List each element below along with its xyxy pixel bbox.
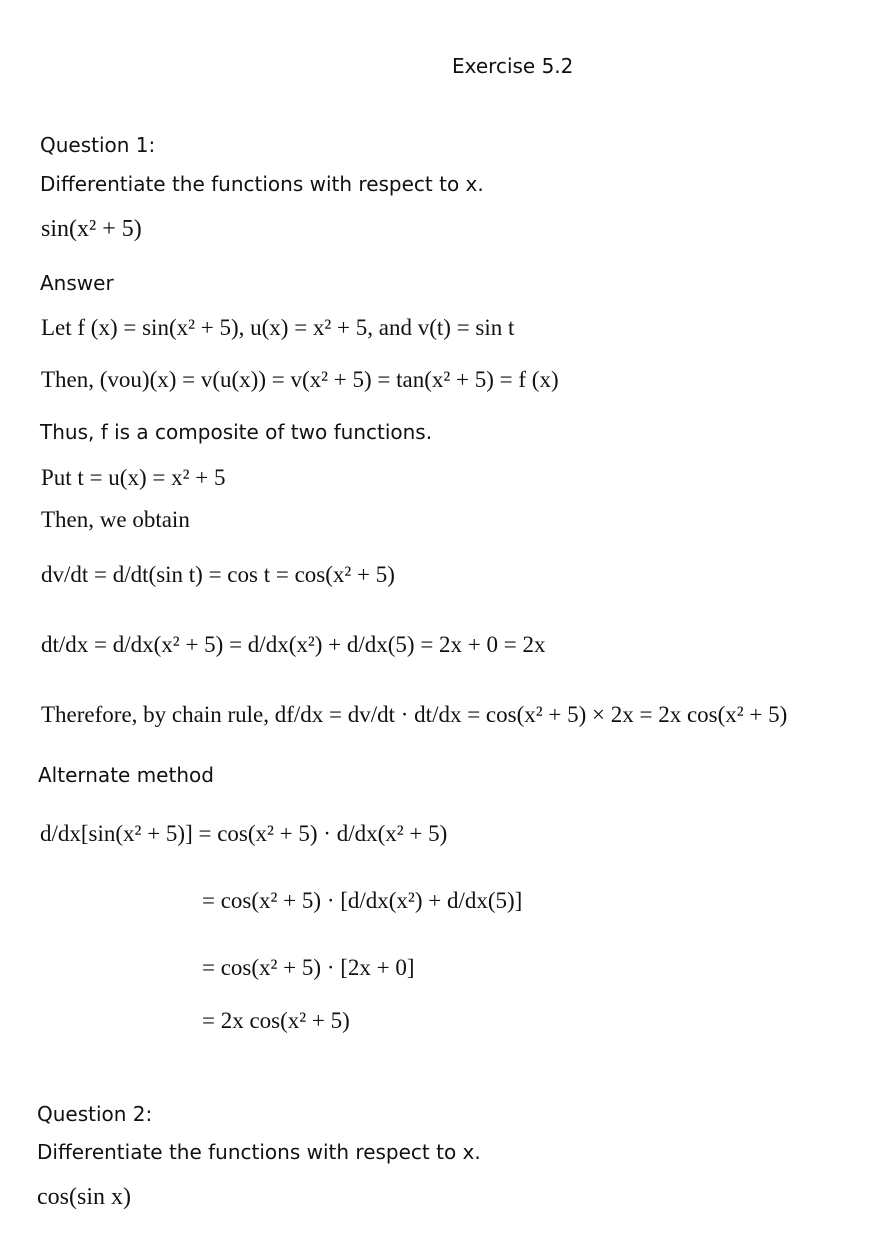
alternate-step-3: = cos(x² + 5) · [2x + 0]	[202, 955, 415, 980]
question-1-prompt: Differentiate the functions with respect to x.	[40, 172, 484, 196]
question-2-function: cos(sin x)	[37, 1184, 131, 1210]
chain-rule-prefix: Therefore, by chain rule,	[41, 702, 269, 727]
answer-label: Answer	[40, 271, 114, 295]
alternate-step-1: d/dx[sin(x² + 5)] = cos(x² + 5) · d/dx(x² + 5)	[40, 821, 448, 846]
question-2-prompt: Differentiate the functions with respect to x.	[37, 1140, 481, 1164]
question-2-label: Question 2:	[37, 1102, 153, 1126]
derivative-dt-dx: dt/dx = d/dx(x² + 5) = d/dx(x²) + d/dx(5) = 2x + 0 = 2x	[41, 632, 546, 657]
composition-statement: Then, (vou)(x) = v(u(x)) = v(x² + 5) = tan(x² + 5) = f (x)	[41, 367, 559, 392]
question-1-label: Question 1:	[40, 133, 156, 157]
substitution: Put t = u(x) = x² + 5	[41, 465, 226, 490]
alternate-method-label: Alternate method	[38, 763, 214, 787]
page-title: Exercise 5.2	[452, 54, 574, 78]
chain-rule-equation	[41, 702, 787, 728]
obtain-text: Then, we obtain	[41, 507, 190, 532]
alternate-step-4: = 2x cos(x² + 5)	[202, 1008, 350, 1033]
let-statement: Let f (x) = sin(x² + 5), u(x) = x² + 5, and v(t) = sin t	[41, 315, 515, 340]
chain-rule-result: df/dx = dv/dt · dt/dx = cos(x² + 5) × 2x = 2x cos(x² + 5)	[274, 702, 788, 727]
derivative-dv-dt: dv/dt = d/dt(sin t) = cos t = cos(x² + 5)	[41, 562, 395, 587]
question-1-function: sin(x² + 5)	[41, 216, 142, 242]
composite-note: Thus, f is a composite of two functions.	[40, 420, 433, 444]
alternate-step-2: = cos(x² + 5) · [d/dx(x²) + d/dx(5)]	[202, 888, 523, 913]
